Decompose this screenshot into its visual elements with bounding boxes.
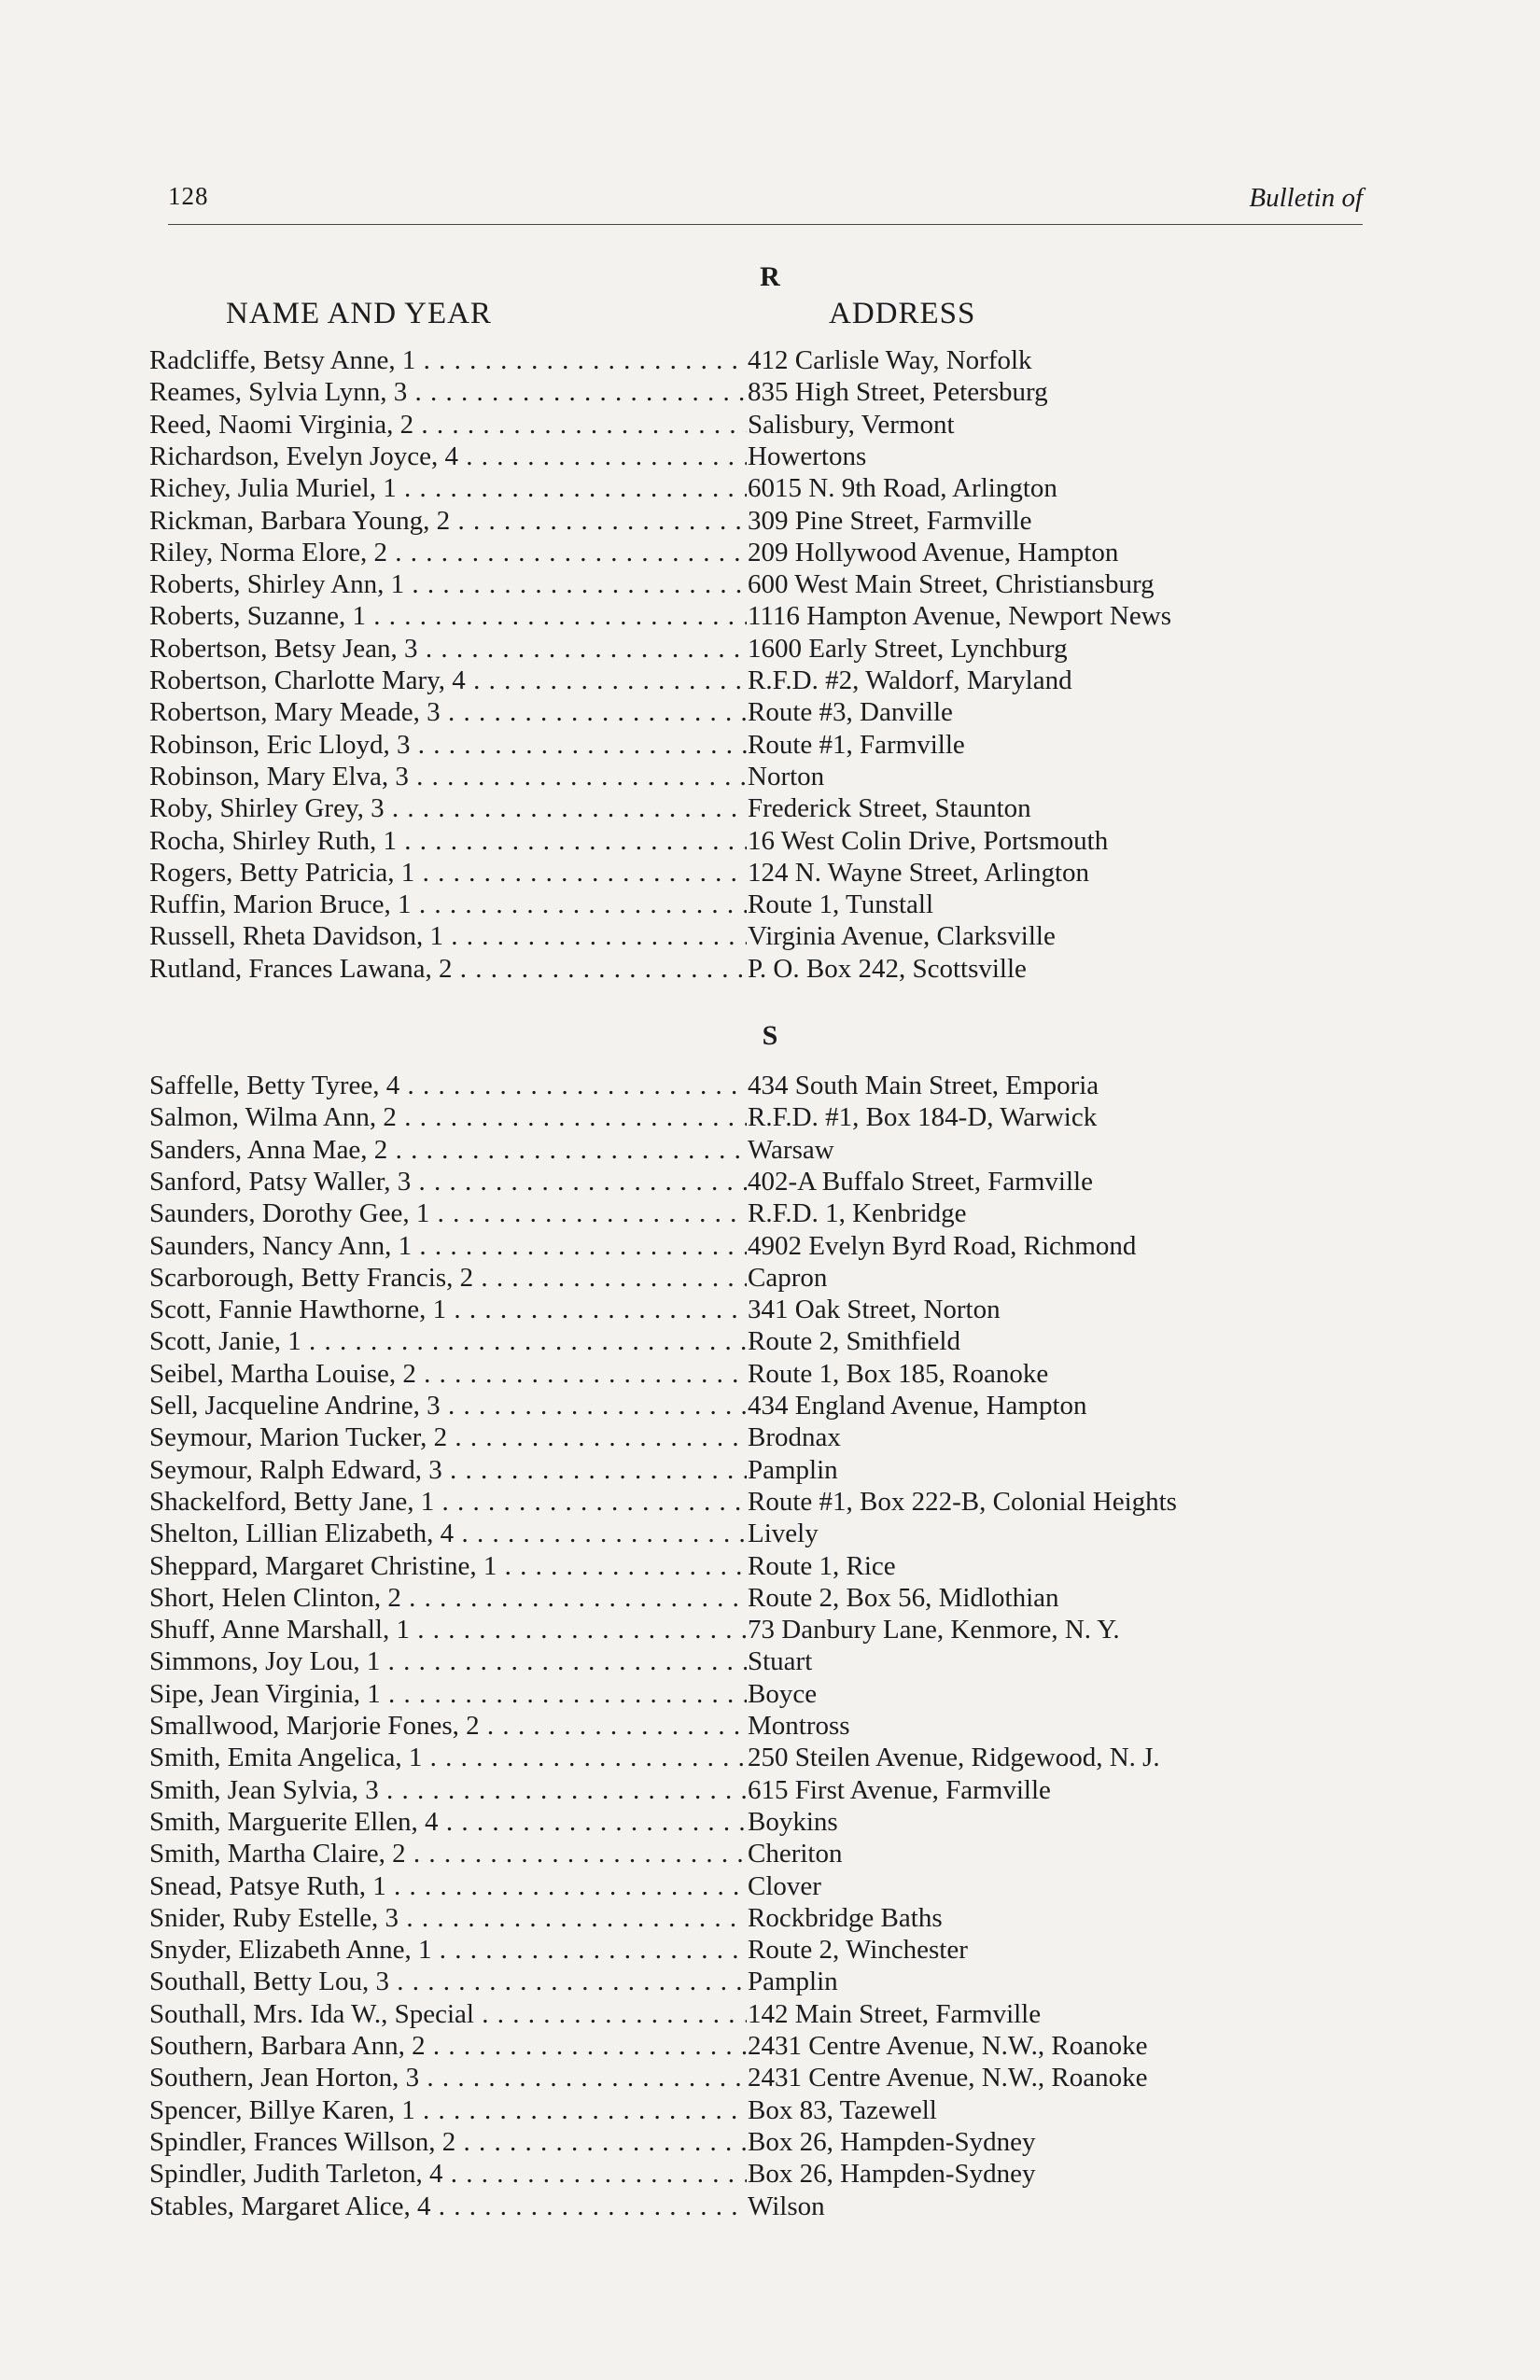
entry-name: Sheppard, Margaret Christine, 1 . . . xyxy=(149,1550,747,1582)
running-title: Bulletin of xyxy=(1249,183,1363,213)
directory-entry xyxy=(149,1518,1363,1549)
directory-entry xyxy=(149,2158,1363,2190)
directory-entry xyxy=(149,1197,1363,1229)
entry-name: Smith, Martha Claire, 2 . . . xyxy=(149,1838,747,1869)
entry-address: Pamplin xyxy=(748,1454,838,1485)
entry-address: 16 West Colin Drive, Portsmouth xyxy=(748,825,1109,856)
directory-entry xyxy=(149,1390,1363,1421)
entry-name: Roberts, Shirley Ann, 1 . . . xyxy=(149,568,747,600)
entry-name: Ruffin, Marion Bruce, 1 . . . xyxy=(149,889,747,920)
directory-entry xyxy=(149,2126,1363,2158)
entry-name: Shelton, Lillian Elizabeth, 4 . . . xyxy=(149,1518,747,1549)
entry-name: Scott, Fannie Hawthorne, 1 . . . xyxy=(149,1294,747,1325)
entry-address: 402-A Buffalo Street, Farmville xyxy=(748,1166,1093,1197)
directory-entry xyxy=(149,568,1363,600)
directory-entry xyxy=(149,761,1363,792)
directory-entry xyxy=(149,696,1363,728)
entry-name: Southern, Barbara Ann, 2 . . . xyxy=(149,2030,747,2062)
directory-entry xyxy=(149,1101,1363,1133)
directory-entry xyxy=(149,1550,1363,1582)
directory-entry xyxy=(149,1294,1363,1325)
entry-name: Southern, Jean Horton, 3 . . . xyxy=(149,2062,747,2093)
entry-address: Route 1, Box 185, Roanoke xyxy=(748,1358,1049,1389)
entry-name: Sell, Jacqueline Andrine, 3 . . . xyxy=(149,1390,747,1421)
entry-name: Russell, Rheta Davidson, 1 . . . xyxy=(149,920,747,952)
entry-address: Route 1, Rice xyxy=(748,1550,896,1581)
directory-entry xyxy=(149,505,1363,537)
entry-name: Reed, Naomi Virginia, 2 . . . xyxy=(149,409,747,441)
entry-name: Rutland, Frances Lawana, 2 . . . xyxy=(149,953,747,985)
entry-address: 209 Hollywood Avenue, Hampton xyxy=(748,537,1119,567)
entry-name: Shackelford, Betty Jane, 1 . . . xyxy=(149,1486,747,1518)
directory-entry xyxy=(149,1166,1363,1197)
entry-address: 250 Steilen Avenue, Ridgewood, N. J. xyxy=(748,1743,1160,1773)
entry-address: Rockbridge Baths xyxy=(748,1902,943,1933)
directory-entry xyxy=(149,2030,1363,2062)
directory-entry xyxy=(149,665,1363,696)
directory-entry xyxy=(149,344,1363,376)
column-header-name: NAME AND YEAR xyxy=(226,297,492,330)
entry-name: Reames, Sylvia Lynn, 3 . . . xyxy=(149,376,747,408)
directory-entry xyxy=(149,1614,1363,1645)
entry-address: Stuart xyxy=(748,1646,813,1677)
entry-address: P. O. Box 242, Scottsville xyxy=(748,953,1027,984)
entry-name: Saunders, Dorothy Gee, 1 . . . xyxy=(149,1197,747,1229)
entry-name: Saunders, Nancy Ann, 1 . . . xyxy=(149,1230,747,1262)
directory-entry xyxy=(149,825,1363,857)
directory-entry xyxy=(149,1486,1363,1518)
directory-entry xyxy=(149,1998,1363,2030)
entry-name: Roby, Shirley Grey, 3 . . . xyxy=(149,792,747,824)
entry-address: Route 2, Box 56, Midlothian xyxy=(748,1582,1059,1613)
directory-entry xyxy=(149,1070,1363,1101)
entry-name: Rickman, Barbara Young, 2 . . . xyxy=(149,505,747,537)
directory-entry xyxy=(149,1710,1363,1742)
directory-entry xyxy=(149,1838,1363,1869)
entry-address: 124 N. Wayne Street, Arlington xyxy=(748,857,1090,888)
entry-address: 73 Danbury Lane, Kenmore, N. Y. xyxy=(748,1615,1120,1645)
page-number: 128 xyxy=(168,182,209,210)
entry-address: 4902 Evelyn Byrd Road, Richmond xyxy=(748,1230,1137,1261)
entry-address: 309 Pine Street, Farmville xyxy=(748,505,1032,536)
entry-address: Route #1, Box 222-B, Colonial Heights xyxy=(748,1486,1177,1517)
entry-name: Saffelle, Betty Tyree, 4 . . . xyxy=(149,1070,747,1101)
entry-address: Capron xyxy=(748,1262,828,1293)
entry-name: Simmons, Joy Lou, 1 . . . xyxy=(149,1645,747,1677)
directory-entry xyxy=(149,1806,1363,1838)
directory-entry xyxy=(149,1262,1363,1294)
entry-address: Salisbury, Vermont xyxy=(748,409,955,440)
entry-name: Seymour, Ralph Edward, 3 . . . xyxy=(149,1454,747,1486)
directory-entry xyxy=(149,1454,1363,1486)
entry-address: 1116 Hampton Avenue, Newport News xyxy=(748,601,1171,632)
directory-entry xyxy=(149,600,1363,632)
directory-entry xyxy=(149,2062,1363,2093)
entry-address: 1600 Early Street, Lynchburg xyxy=(748,633,1068,664)
entry-address: 434 South Main Street, Emporia xyxy=(748,1071,1099,1100)
directory-entry xyxy=(149,953,1363,985)
entry-name: Riley, Norma Elore, 2 . . . xyxy=(149,537,747,568)
entry-name: Snyder, Elizabeth Anne, 1 . . . xyxy=(149,1934,747,1966)
entry-address: 341 Oak Street, Norton xyxy=(748,1295,1001,1325)
entry-name: Snider, Ruby Estelle, 3 . . . xyxy=(149,1902,747,1934)
directory-entry xyxy=(149,889,1363,920)
directory-entry xyxy=(149,409,1363,441)
entry-address: Route #3, Danville xyxy=(748,697,953,728)
entry-name: Roberts, Suzanne, 1 . . . xyxy=(149,600,747,632)
entry-name: Sanders, Anna Mae, 2 . . . xyxy=(149,1134,747,1166)
entry-name: Stables, Margaret Alice, 4 . . . xyxy=(149,2191,747,2222)
entry-address: Box 26, Hampden-Sydney xyxy=(748,2159,1036,2190)
entry-name: Sipe, Jean Virginia, 1 . . . xyxy=(149,1678,747,1710)
entry-address: Box 26, Hampden-Sydney xyxy=(748,2126,1036,2157)
directory-entry xyxy=(149,472,1363,504)
entry-name: Scott, Janie, 1 . . . xyxy=(149,1325,747,1357)
entry-address: 412 Carlisle Way, Norfolk xyxy=(748,345,1032,375)
column-header-address: ADDRESS xyxy=(829,297,976,330)
entry-address: 600 West Main Street, Christiansburg xyxy=(748,569,1155,600)
entry-name: Southall, Betty Lou, 3 . . . xyxy=(149,1966,747,1997)
entry-address: R.F.D. #2, Waldorf, Maryland xyxy=(748,665,1072,695)
entry-address: 142 Main Street, Farmville xyxy=(748,1998,1042,2029)
directory-entry xyxy=(149,376,1363,408)
entry-address: Route #1, Farmville xyxy=(748,729,965,760)
entry-address: Wilson xyxy=(748,2191,825,2221)
directory-entry xyxy=(149,1358,1363,1390)
entry-address: Boyce xyxy=(748,1678,818,1709)
entry-address: Virginia Avenue, Clarksville xyxy=(748,921,1056,952)
directory-entry xyxy=(149,1870,1363,1902)
directory-entry xyxy=(149,2094,1363,2126)
entry-address: Brodnax xyxy=(748,1422,841,1453)
entry-name: Richardson, Evelyn Joyce, 4 . . . xyxy=(149,441,747,472)
entry-address: 2431 Centre Avenue, N.W., Roanoke xyxy=(748,2031,1148,2061)
entry-name: Shuff, Anne Marshall, 1 . . . xyxy=(149,1614,747,1645)
entry-address: R.F.D. 1, Kenbridge xyxy=(748,1198,967,1229)
entry-name: Robertson, Mary Meade, 3 . . . xyxy=(149,696,747,728)
entry-address: Clover xyxy=(748,1870,821,1901)
entry-name: Robinson, Eric Lloyd, 3 . . . xyxy=(149,729,747,761)
directory-entry xyxy=(149,1966,1363,1997)
directory-entry xyxy=(149,1230,1363,1262)
directory-entry xyxy=(149,1774,1363,1806)
section-letter-r: R xyxy=(760,261,780,292)
section-letter-s: S xyxy=(762,1020,778,1051)
entry-address: Cheriton xyxy=(748,1839,843,1869)
directory-entry xyxy=(149,792,1363,824)
entry-name: Southall, Mrs. Ida W., Special . . . xyxy=(149,1998,747,2030)
entry-address: Route 2, Winchester xyxy=(748,1935,968,1966)
directory-entry xyxy=(149,1902,1363,1934)
entry-name: Scarborough, Betty Francis, 2 . . . xyxy=(149,1262,747,1294)
entry-address: Route 2, Smithfield xyxy=(748,1326,960,1357)
directory-entry xyxy=(149,920,1363,952)
directory-entry xyxy=(149,1134,1363,1166)
entry-address: Boykins xyxy=(748,1806,838,1837)
entry-address: Box 83, Tazewell xyxy=(748,2094,937,2125)
entry-address: 835 High Street, Petersburg xyxy=(748,377,1048,408)
header-rule xyxy=(168,224,1363,225)
entry-address: Route 1, Tunstall xyxy=(748,889,934,920)
directory-entry xyxy=(149,537,1363,568)
directory-entry xyxy=(149,1742,1363,1773)
entry-name: Smith, Jean Sylvia, 3 . . . xyxy=(149,1774,747,1806)
entry-name: Robertson, Betsy Jean, 3 . . . xyxy=(149,633,747,665)
entry-name: Salmon, Wilma Ann, 2 . . . xyxy=(149,1101,747,1133)
directory-entry xyxy=(149,729,1363,761)
entry-name: Rocha, Shirley Ruth, 1 . . . xyxy=(149,825,747,857)
entry-address: 6015 N. 9th Road, Arlington xyxy=(748,473,1057,504)
directory-entry xyxy=(149,857,1363,889)
directory-entry xyxy=(149,2191,1363,2222)
entry-address: R.F.D. #1, Box 184-D, Warwick xyxy=(748,1102,1098,1133)
entry-name: Short, Helen Clinton, 2 . . . xyxy=(149,1582,747,1614)
entry-name: Smallwood, Marjorie Fones, 2 . . . xyxy=(149,1710,747,1742)
entry-address: Frederick Street, Staunton xyxy=(748,793,1031,824)
entry-name: Robinson, Mary Elva, 3 . . . xyxy=(149,761,747,792)
entry-address: Warsaw xyxy=(748,1134,834,1165)
entry-name: Spencer, Billye Karen, 1 . . . xyxy=(149,2094,747,2126)
entry-name: Seibel, Martha Louise, 2 . . . xyxy=(149,1358,747,1390)
entry-name: Smith, Emita Angelica, 1 . . . xyxy=(149,1742,747,1773)
entry-address: Lively xyxy=(748,1519,819,1549)
directory-entry xyxy=(149,1325,1363,1357)
entry-address: Howertons xyxy=(748,441,867,471)
entry-name: Seymour, Marion Tucker, 2 . . . xyxy=(149,1421,747,1453)
directory-entry xyxy=(149,441,1363,472)
entry-address: Pamplin xyxy=(748,1967,838,1997)
entry-address: Montross xyxy=(748,1711,850,1741)
directory-entry xyxy=(149,1421,1363,1453)
entry-name: Snead, Patsye Ruth, 1 . . . xyxy=(149,1870,747,1902)
directory-entry xyxy=(149,633,1363,665)
directory-entry xyxy=(149,1678,1363,1710)
entry-address: Norton xyxy=(748,761,825,791)
entry-name: Spindler, Frances Willson, 2 . . . xyxy=(149,2126,747,2158)
entry-name: Smith, Marguerite Ellen, 4 . . . xyxy=(149,1806,747,1838)
entry-name: Spindler, Judith Tarleton, 4 . . . xyxy=(149,2158,747,2190)
entry-name: Rogers, Betty Patricia, 1 . . . xyxy=(149,857,747,889)
directory-entry xyxy=(149,1645,1363,1677)
directory-entry xyxy=(149,1582,1363,1614)
directory-entry xyxy=(149,1934,1363,1966)
entry-address: 615 First Avenue, Farmville xyxy=(748,1774,1051,1805)
entry-name: Radcliffe, Betsy Anne, 1 . . . xyxy=(149,344,747,376)
entry-address: 2431 Centre Avenue, N.W., Roanoke xyxy=(748,2063,1148,2093)
entry-address: 434 England Avenue, Hampton xyxy=(748,1391,1087,1421)
entry-name: Richey, Julia Muriel, 1 . . . xyxy=(149,472,747,504)
entry-name: Robertson, Charlotte Mary, 4 . . . xyxy=(149,665,747,696)
entry-name: Sanford, Patsy Waller, 3 . . . xyxy=(149,1166,747,1197)
